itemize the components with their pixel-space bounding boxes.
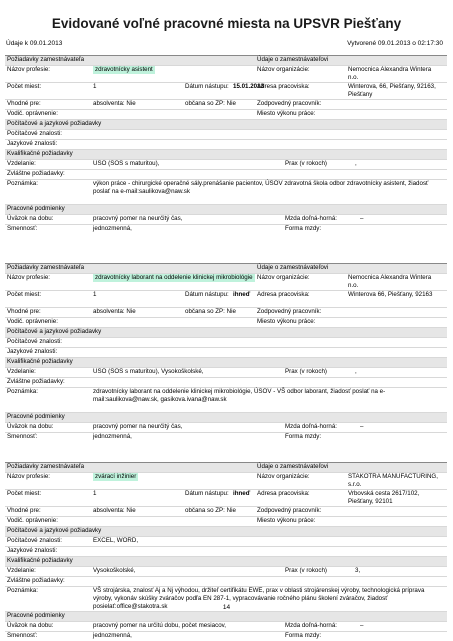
offer-row [5, 214, 447, 224]
wage-label: Mzda doľná-horná: [285, 622, 338, 629]
pc-label: Počítačové znalosti: [7, 537, 63, 544]
org-label: Názov organizácie: [257, 274, 310, 281]
shift-label: Smennosť: [7, 225, 38, 232]
count-label: Počet miest: [7, 83, 42, 90]
offer-row [5, 506, 447, 516]
note: výkon práce - chirurgické operačné sály.prenášanie pacientov, ÚSOV zdravotná škola odbor zdravotnícky asistent, žiadosť poslať na e-mail:saulikova@naw.sk [93, 180, 429, 195]
offer-row [5, 290, 447, 307]
wage: – [360, 423, 364, 430]
responsible-label: Zodpovedný pracovník: [257, 507, 322, 514]
prax-label: Prax (v rokoch) [285, 567, 327, 574]
offer-row [5, 264, 447, 273]
wage: – [360, 622, 364, 629]
org: Nemocnica Alexandra Wintera n.o. [348, 274, 432, 289]
place-label: Miesto výkonu práce: [257, 517, 316, 524]
employer-section: Požiadavky zamestnávateľa [7, 463, 85, 470]
offer-row [5, 179, 447, 204]
offer-row [5, 526, 447, 536]
suitable-label: Vhodné pre: [7, 100, 41, 107]
edu-label: Vzdelanie: [7, 160, 36, 167]
edu: USO (SOS s maturitou), [93, 160, 160, 167]
edu: USO (SOS s maturitou), Vysokoškolské, [93, 368, 204, 375]
offer-row [5, 159, 447, 169]
suitable-label: Vhodné pre: [7, 308, 41, 315]
qual-section: Kvalifikačné požiadavky [7, 358, 73, 365]
prax: , [355, 368, 357, 375]
disabled: občana so ZP: Nie [185, 100, 236, 107]
start: 15.01.2013 [233, 83, 264, 90]
profession-label: Názov profesie: [7, 274, 50, 281]
skills-section: Počítačové a jazykové požiadavky [7, 527, 102, 534]
job-offer [5, 462, 447, 641]
offer-row [5, 149, 447, 159]
shift: jednozmenná, [93, 632, 132, 639]
offer-row [5, 317, 447, 327]
start-label: Dátum nástupu: [185, 83, 229, 90]
start-label: Dátum nástupu: [185, 291, 229, 298]
offer-row [5, 357, 447, 367]
place-label: Miesto výkonu práce: [257, 110, 316, 117]
suitable: absolventa: Nie [93, 308, 136, 315]
offer-row [5, 621, 447, 631]
address-label: Adresa pracoviska: [257, 83, 310, 90]
offer-row [5, 337, 447, 347]
start-label: Dátum nástupu: [185, 490, 229, 497]
lang-label: Jazykové znalosti: [7, 140, 58, 147]
count: 1 [93, 291, 97, 298]
offer-row [5, 347, 447, 357]
offer-row [5, 56, 447, 65]
offer-row [5, 516, 447, 526]
offer-row [5, 65, 447, 82]
employer-info-section: Údaje o zamestnávateľovi [257, 56, 329, 63]
org: Nemocnica Alexandra Wintera n.o. [348, 66, 432, 81]
count-label: Počet miest: [7, 291, 42, 298]
form-label: Forma mzdy: [285, 632, 322, 639]
page-number: 14 [222, 604, 231, 611]
offer-row [5, 463, 447, 472]
address-label: Adresa pracoviska: [257, 490, 310, 497]
other-label: Zvláštne požiadavky: [7, 577, 65, 584]
offer-row [5, 472, 447, 489]
offer-row [5, 119, 447, 129]
count: 1 [93, 83, 97, 90]
offer-row [5, 204, 447, 214]
shift-label: Smennosť: [7, 632, 38, 639]
offer-row [5, 367, 447, 377]
profession: zvárací inžinier [95, 473, 137, 480]
start: ihneď [233, 490, 251, 497]
offer-row [5, 422, 447, 432]
other-label: Zvláštne požiadavky: [7, 378, 65, 385]
form-label: Forma mzdy: [285, 225, 322, 232]
start: ihneď [233, 291, 251, 298]
note-label: Poznámka: [7, 587, 38, 594]
org-label: Názov organizácie: [257, 473, 310, 480]
profession-label: Názov profesie: [7, 473, 50, 480]
offer-row [5, 432, 447, 442]
type-label: Úväzok na dobu: [7, 215, 54, 222]
employer-section: Požiadavky zamestnávateľa [7, 264, 85, 271]
prax: , [355, 160, 357, 167]
type-label: Úväzok na dobu: [7, 622, 54, 629]
wage: – [360, 215, 364, 222]
shift-label: Smennosť: [7, 433, 38, 440]
pc: EXCEL, WORD, [93, 537, 139, 544]
edu: Vysokoškolské, [93, 567, 136, 574]
qual-section: Kvalifikačné požiadavky [7, 150, 73, 157]
offer-row [5, 327, 447, 337]
cond-section: Pracovné podmienky [7, 413, 65, 420]
data-date: Údaje k 09.01.2013 [6, 40, 63, 47]
disabled: občana so ZP: Nie [185, 507, 236, 514]
offer-row [5, 546, 447, 556]
employer-section: Požiadavky zamestnávateľa [7, 56, 85, 63]
offer-row [5, 536, 447, 546]
offer-row [5, 169, 447, 179]
offer-row [5, 556, 447, 566]
org: STAKOTRA MANUFACTURING, s.r.o. [348, 473, 438, 488]
lang-label: Jazykové znalosti: [7, 547, 58, 554]
responsible-label: Zodpovedný pracovník: [257, 100, 322, 107]
cond-section: Pracovné podmienky [7, 612, 65, 619]
profession: zdravotnícky asistent [95, 66, 153, 73]
employer-info-section: Údaje o zamestnávateľovi [257, 463, 329, 470]
offer-row [5, 109, 447, 119]
profession-label: Názov profesie: [7, 66, 50, 73]
type: pracovný pomer na určitú dobu, počet mesiacov, [93, 622, 226, 629]
created-timestamp: Vytvorené 09.01.2013 o 02:17:30 [347, 40, 443, 47]
prax-label: Prax (v rokoch) [285, 160, 327, 167]
skills-section: Počítačové a jazykové požiadavky [7, 120, 102, 127]
offer-row [5, 576, 447, 586]
note: zdravotnícky laborant na oddelenie klinickej mikrobiológie, ÚSOV - VŠ odbor laborant, žiadosť poslať na e-mail:saulikova@naw.sk, gasikova.ivana@naw.sk [93, 388, 386, 403]
note: VŠ strojárska, znalosť Aj a Nj výhodou, držiteľ certifikátu EWE, prax v oblasti strojárenskej výroby, technologická príprava výroby, vykonáv skúšky zváračov podľa EN 287-1, vypracovávanie ročného plánu školení zváračov, žiadosť posielať:office@stakotra.sk [93, 587, 425, 610]
offer-row [5, 82, 447, 99]
lang-label: Jazykové znalosti: [7, 348, 58, 355]
type: pracovný pomer na neurčitý čas, [93, 215, 183, 222]
wage-label: Mzda doľná-horná: [285, 423, 338, 430]
count: 1 [93, 490, 97, 497]
disabled: občana so ZP: Nie [185, 308, 236, 315]
qual-section: Kvalifikačné požiadavky [7, 557, 73, 564]
other-label: Zvláštne požiadavky: [7, 170, 65, 177]
offer-row [5, 489, 447, 506]
pc-label: Počítačové znalosti: [7, 130, 63, 137]
profession: zdravotnícky laborant na oddelenie klinickej mikrobiológie [95, 274, 253, 281]
offer-row [5, 273, 447, 290]
shift: jednozmenná, [93, 433, 132, 440]
pc-label: Počítačové znalosti: [7, 338, 63, 345]
address: Winterova 66, Piešťany, 92163 [348, 291, 433, 298]
licence-label: Vodič. oprávnenie: [7, 110, 58, 117]
page-title: Evidované voľné pracovné miesta na UPSVR Piešťany [51, 16, 402, 31]
skills-section: Počítačové a jazykové požiadavky [7, 328, 102, 335]
offer-row [5, 99, 447, 109]
offer-row [5, 139, 447, 149]
edu-label: Vzdelanie: [7, 368, 36, 375]
offer-row [5, 387, 447, 412]
offer-row [5, 566, 447, 576]
type: pracovný pomer na neurčitý čas, [93, 423, 183, 430]
cond-section: Pracovné podmienky [7, 205, 65, 212]
offer-row [5, 307, 447, 317]
licence-label: Vodič. oprávnenie: [7, 318, 58, 325]
offer-row [5, 377, 447, 387]
address: Winterova, 66, Piešťany, 92163, Piešťany [348, 83, 436, 98]
prax: 3, [355, 567, 361, 574]
note-label: Poznámka: [7, 180, 38, 187]
address: Vrbovská cesta 2617/102, Piešťany, 92101 [348, 490, 420, 505]
offer-row [5, 611, 447, 621]
type-label: Úväzok na dobu: [7, 423, 54, 430]
offer-row [5, 412, 447, 422]
edu-label: Vzdelanie: [7, 567, 36, 574]
form-label: Forma mzdy: [285, 433, 322, 440]
job-offer [5, 263, 447, 442]
employer-info-section: Údaje o zamestnávateľovi [257, 264, 329, 271]
shift: jednozmenná, [93, 225, 132, 232]
licence-label: Vodič. oprávnenie: [7, 517, 58, 524]
prax-label: Prax (v rokoch) [285, 368, 327, 375]
suitable: absolventa: Nie [93, 507, 136, 514]
address-label: Adresa pracoviska: [257, 291, 310, 298]
wage-label: Mzda doľná-horná: [285, 215, 338, 222]
place-label: Miesto výkonu práce: [257, 318, 316, 325]
org-label: Názov organizácie: [257, 66, 310, 73]
job-offer [5, 55, 447, 234]
offer-row [5, 129, 447, 139]
offer-row [5, 224, 447, 234]
suitable: absolventa: Nie [93, 100, 136, 107]
note-label: Poznámka: [7, 388, 38, 395]
suitable-label: Vhodné pre: [7, 507, 41, 514]
responsible-label: Zodpovedný pracovník: [257, 308, 322, 315]
count-label: Počet miest: [7, 490, 42, 497]
